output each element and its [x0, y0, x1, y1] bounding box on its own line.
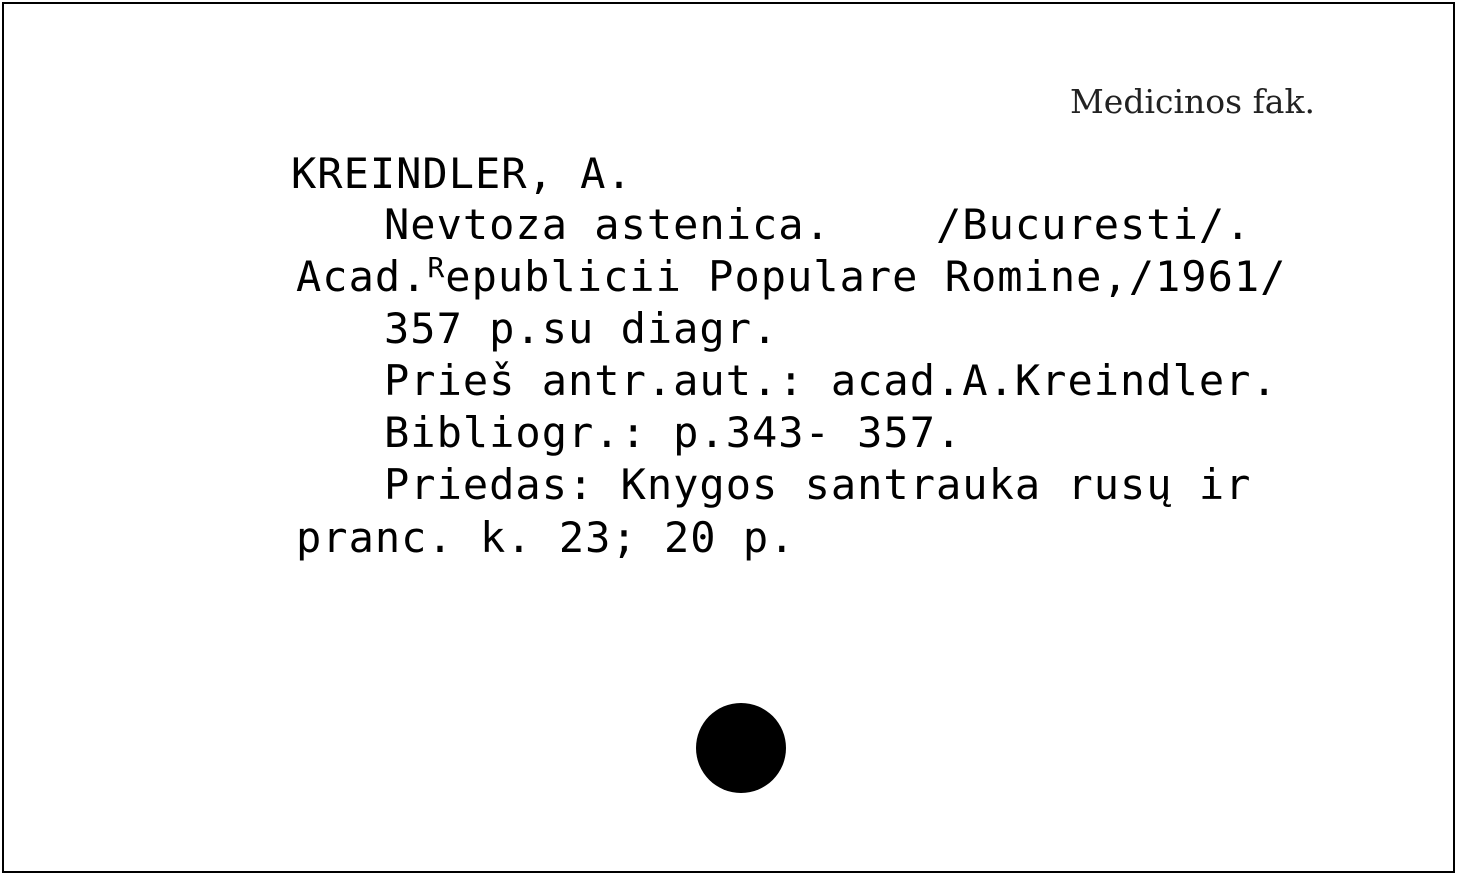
supplement-line: Priedas: Knygos santrauka rusų ir: [384, 460, 1252, 509]
publisher-rest: epublicii Populare Romine,/1961/: [445, 252, 1287, 301]
bibliography-line: Bibliogr.: p.343- 357.: [384, 408, 963, 457]
author-line: KREINDLER, A.: [291, 149, 633, 198]
punch-hole: [696, 703, 786, 793]
pages-line: 357 p.su diagr.: [384, 304, 779, 353]
title-line: Nevtoza astenica. /Bucuresti/.: [384, 200, 1252, 249]
supplement-cont-line: pranc. k. 23; 20 p.: [296, 513, 796, 562]
catalog-card: [2, 2, 1455, 873]
publisher-line: [296, 253, 1286, 306]
publisher-superscript: R: [427, 251, 446, 284]
publisher-abbrev: Acad.: [296, 252, 428, 301]
note-line: Prieš antr.aut.: acad.A.Kreindler.: [384, 356, 1278, 405]
department-stamp: Medicinos fak.: [1070, 82, 1315, 121]
